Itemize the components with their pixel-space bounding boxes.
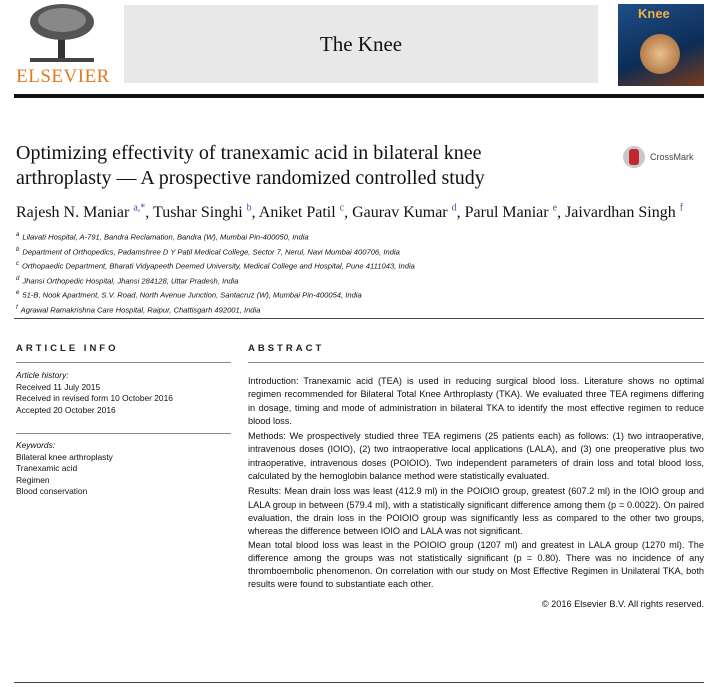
author-name: Rajesh N. Maniar	[16, 204, 130, 222]
abstract-methods: Methods: We prospectively studied three TEA regimens (25 patients each) as follows: (1) two intraoperative, intravenous doses (IOIO), (2) two intraoperative local applications (LALA), and (3) one preoperative plus two intraoperative, intravenous doses (POIOIO). Two independent parameters of drain loss and total blood loss, calculated by the hemoglobin balance method were statistically evaluated.	[248, 431, 704, 482]
affiliation	[16, 302, 415, 317]
affiliation-text: Agrawal Ramakrishna Care Hospital, Raipur, Chattisgarh 492001, India	[20, 305, 261, 315]
keywords-label: Keywords:	[16, 440, 56, 450]
keyword: Tranexamic acid	[16, 463, 78, 473]
article-title: Optimizing effectivity of tranexamic acid in bilateral knee arthroplasty — A prospective randomized controlled study	[16, 142, 485, 189]
journal-title[interactable]: The Knee	[319, 31, 403, 56]
abstract-introduction: Introduction: Tranexamic acid (TEA) is used in reducing surgical blood loss. Literature shows no optimal regimen recommended for Bilateral Total Knee Arthroplasty (TKA). We evaluated three TEA regimens differing in dosage, timing and mode of administration in bilateral TKA to identify the most effective regimen to reduce blood loss.	[248, 376, 704, 426]
affiliation-text: Lilavati Hospital, A-791, Bandra Reclamation, Bandra (W), Mumbai Pin-400050, India	[22, 232, 309, 242]
divider	[14, 318, 704, 319]
author-list	[16, 203, 683, 222]
abstract-results: Results: Mean drain loss was least (412.9 ml) in the POIOIO group, greatest (607.2 ml) in the IOIO group and LALA group in between (579.4 ml), with a statistically significant difference among them (p = 0.0022). On paired evaluation, the drain loss in the POIOIO group was significantly less as compared to the other two groups, whereas the difference between IOIO and LALA was not significant.	[248, 486, 704, 537]
author-name: Jaivardhan Singh	[565, 204, 676, 222]
elsevier-logo[interactable]	[8, 2, 118, 90]
author-affiliation-marker[interactable]: f	[679, 203, 684, 214]
divider	[16, 362, 231, 363]
author-affiliation-marker[interactable]: d	[451, 203, 457, 214]
affiliation-text: Orthopaedic Department, Bharati Vidyapeeth Deemed University, Medical College and Hospital, Pune 4111043, India	[22, 261, 415, 271]
author-name: Aniket Patil	[258, 204, 336, 222]
cover-image	[640, 34, 680, 74]
affiliation-marker: e	[16, 290, 20, 297]
history-label: Article history:	[16, 370, 69, 380]
divider	[14, 682, 704, 683]
divider	[16, 433, 231, 434]
author[interactable]: Tushar Singhi $^b$,	[152, 203, 259, 222]
author[interactable]: Gaurav Kumar $^d$,	[352, 203, 465, 222]
affiliation-marker: d	[16, 275, 20, 282]
author[interactable]: Rajesh N. Maniar $^{a,*}$,	[16, 203, 153, 222]
affiliation-marker: a	[16, 232, 20, 238]
affiliation	[16, 258, 415, 273]
divider	[248, 362, 704, 363]
keywords	[16, 440, 113, 498]
affiliation-marker: f	[16, 304, 18, 311]
author[interactable]	[565, 204, 683, 221]
affiliation	[16, 229, 415, 244]
affiliation-text: Jhansi Orthopedic Hospital, Jhansi 284128, Uttar Pradesh, India	[22, 276, 239, 286]
header-rule	[14, 94, 704, 98]
journal-title-box	[124, 5, 598, 83]
affiliation-text: Department of Orthopedics, Padamshree D Y Patil Medical College, Sector 7, Nerul, Navi Mumbai 400706, India	[22, 247, 400, 257]
author-name: Parul Maniar	[464, 204, 549, 222]
affiliation-marker: c	[16, 261, 19, 268]
author[interactable]: Aniket Patil $^c$,	[258, 203, 353, 222]
publisher-name: ELSEVIER	[16, 66, 110, 87]
keyword: Regimen	[16, 474, 50, 485]
crossmark-label: CrossMark	[650, 152, 694, 162]
journal-cover[interactable]	[618, 4, 704, 86]
abstract-results-continued: Mean total blood loss was least in the POIOIO group (1207 ml) and greatest in LALA group (1270 ml). The difference among the groups was not statistically significant (p = 0.80). There was no incidence of any thromboembolic phenomenon. On correlation with our study on Most Effective Regimen in Unilateral TKA, both results were found to substantiate each other.	[248, 539, 704, 590]
article-history	[16, 370, 173, 416]
article-info-heading: ARTICLE INFO	[16, 343, 119, 354]
author-affiliation-marker[interactable]: b	[246, 203, 252, 214]
keyword: Bilateral knee arthroplasty	[16, 451, 113, 462]
keyword: Blood conservation	[16, 486, 88, 496]
affiliation-marker: b	[16, 246, 20, 253]
history-item: Received in revised form 10 October 2016	[16, 393, 173, 403]
abstract-body	[248, 375, 704, 613]
history-item: Accepted 20 October 2016	[16, 404, 116, 415]
affiliation-text: 51-B, Nook Apartment, S.V. Road, North Avenue Junction, Santacruz (W), Mumbai Pin-400054, India	[22, 290, 362, 300]
author-affiliation-marker[interactable]: c	[339, 203, 345, 214]
author-affiliation-marker[interactable]: a,*	[133, 203, 146, 214]
history-item: Received 11 July 2015	[16, 381, 101, 392]
author[interactable]: Parul Maniar $^e$,	[464, 203, 566, 222]
affiliation	[16, 244, 415, 259]
crossmark-icon	[623, 146, 645, 168]
crossmark-button[interactable]	[623, 146, 694, 168]
copyright: © 2016 Elsevier B.V. All rights reserved.	[541, 598, 704, 609]
author-name: Tushar Singhi	[152, 204, 243, 222]
author-name: Gaurav Kumar	[352, 204, 448, 222]
affiliation	[16, 273, 415, 288]
cover-title: Knee	[638, 6, 670, 21]
elsevier-tree-icon	[26, 2, 98, 64]
abstract-heading: ABSTRACT	[248, 343, 325, 354]
affiliation	[16, 287, 415, 302]
author-affiliation-marker[interactable]: e	[552, 203, 558, 214]
affiliation-list	[16, 229, 415, 316]
